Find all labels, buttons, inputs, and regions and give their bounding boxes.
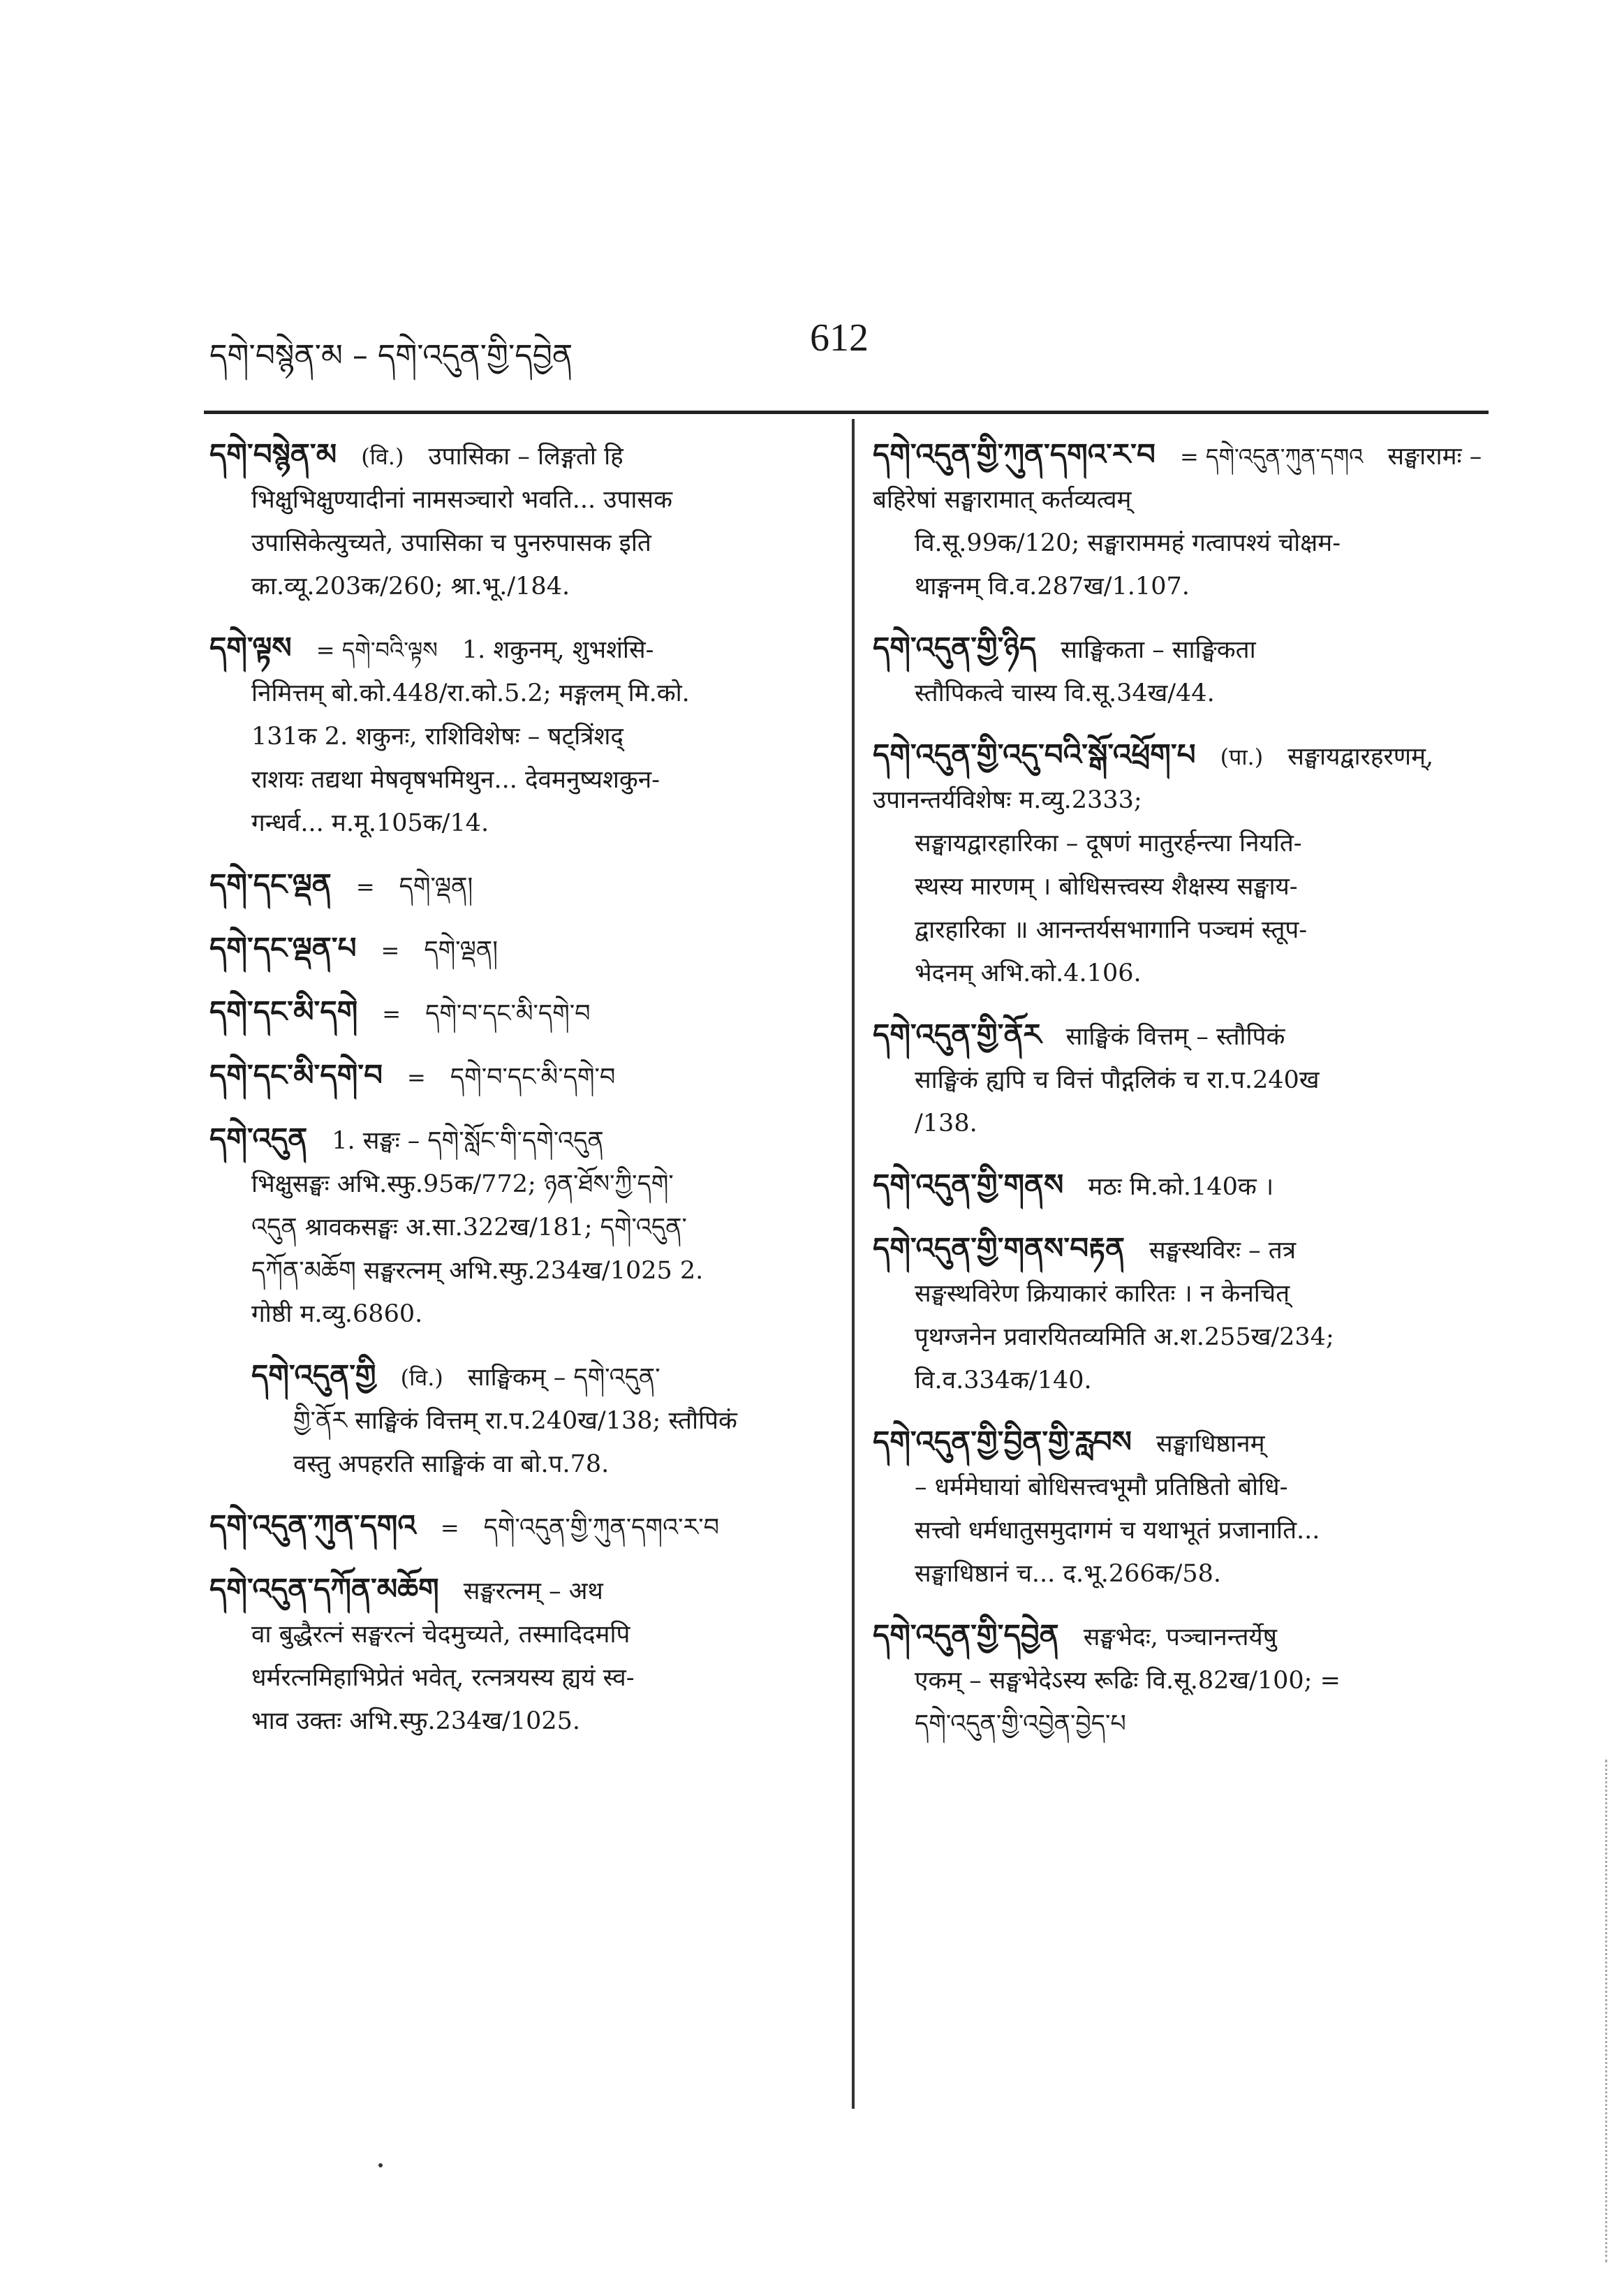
running-head: དགེ་བསྙེན་མ – དགེ་འདུན་གྱི་དབྱེན (209, 338, 573, 374)
headword: དགེ་འདུན་གྱི་ཀུན་དགའ་ར་བ (873, 437, 1156, 471)
entry-text: सङ्घायद्वारहरणम्, उपानन्तर्यविशेषः म.व्यु.2333; (873, 743, 1434, 814)
entry-text: དགེ་བ་དང་མི་དགེ་བ (425, 1000, 591, 1028)
right-column (873, 433, 1487, 1764)
entry-text: सङ्घरत्नम् – अथ (463, 1577, 603, 1605)
scan-speck (378, 2163, 383, 2167)
header-rule (204, 411, 1489, 414)
headword: དགེ་དང་ལྡན (209, 867, 332, 901)
entry-text: भिक्षुभिक्षुण्यादीनां नामसञ्चारो भवति... उपासक (251, 486, 672, 514)
entry-text: सङ्घारामः – बहिरेषां सङ्घारामात् कर्तव्यत्वम् (873, 443, 1482, 514)
entry-first-line (873, 433, 1487, 522)
column-divider (852, 419, 855, 2109)
dictionary-entry (873, 1614, 1487, 1746)
entry-text: सङ्घस्थविरः – तत्र (1149, 1237, 1297, 1265)
entry-text: सङ्घभेदः, पञ्चानन्तर्येषु (1083, 1623, 1277, 1651)
headword: དགེ་འདུན་གྱི་དབྱེན (873, 1618, 1059, 1652)
entry-text: /138. (915, 1110, 977, 1137)
entry-text: मठः मि.को.140क । (1088, 1173, 1274, 1201)
entry-text: द्वारहारिका ॥ आनन्तर्यसभागानि पञ्चमं स्तूप- (915, 916, 1308, 944)
entry-text: सङ्घाधिष्ठानं च... द.भू.266क/58. (915, 1560, 1222, 1588)
entry-text: 1. शकुनम्, शुभशंसि- (462, 636, 654, 664)
entry-text: भेदनम् अभि.को.4.106. (915, 959, 1142, 987)
entry-text: उपासिकेत्युच्यते, उपासिका च पुनरुपासक इति (251, 529, 651, 557)
headword: དགེ་ལྟས (209, 631, 292, 665)
dictionary-entry (209, 433, 824, 608)
entry-first-line (251, 1354, 824, 1399)
left-column (209, 433, 824, 1761)
headword: དགེ་འདུན (209, 1121, 308, 1156)
headword: དགེ་འདུན་གྱི་གནས (873, 1167, 1064, 1202)
entry-first-line (209, 1117, 824, 1163)
entry-text: 1. सङ्घः – དགེ་སློང་གི་དགེ་འདུན (332, 1127, 604, 1155)
grammar-note: = (381, 937, 400, 964)
headword: དགེ་འདུན་གྱི་བྱིན་གྱི་རླབས (873, 1424, 1132, 1459)
entry-text: पृथग्जनेन प्रवारयितव्यमिति अ.श.255ख/234; (915, 1323, 1334, 1351)
dictionary-entry (873, 1163, 1487, 1209)
grammar-note: = (382, 1001, 401, 1027)
page-number: 612 (810, 316, 869, 360)
entry-text: དགེ་ལྡན། (424, 936, 498, 964)
entry-text: सत्त्वो धर्मधातुसमुदागमं च यथाभूतं प्रजानाति... (915, 1517, 1320, 1545)
dictionary-entry (873, 1420, 1487, 1596)
entry-text: थाङ्गनम् वि.व.287ख/1.107. (915, 573, 1190, 601)
entry-text: वि.व.334क/140. (915, 1367, 1092, 1394)
dictionary-entry (209, 863, 824, 908)
entry-text: राशयः तद्यथा मेषवृषभमिथुन... देवमनुष्यशकुन- (251, 766, 660, 794)
grammar-note: = (355, 874, 375, 900)
dictionary-entry (873, 433, 1487, 608)
dictionary-entry (209, 1568, 824, 1743)
entry-text: सङ्घस्थविरेण क्रियाकारं कारितः । न केनचित् (915, 1280, 1290, 1308)
headword: དགེ་འདུན་ཀུན་དགའ (209, 1508, 416, 1542)
dictionary-entry (209, 990, 824, 1036)
headword: དགེ་དང་ལྡན་པ (209, 931, 357, 965)
entry-first-line (209, 433, 824, 478)
entry-text: 131क 2. शकुनः, राशिविशेषः – षट्त्रिंशद् (251, 723, 624, 751)
entry-text: एकम् – सङ्घभेदेऽस्य रूढिः वि.सू.82ख/100; = (915, 1667, 1341, 1695)
headword: དགེ་འདུན་གྱི (251, 1358, 376, 1392)
entry-text: उपासिका – लिङ्गतो हि (428, 443, 623, 471)
entry-first-line (873, 1227, 1487, 1272)
entry-text: साङ्घिकं ह्यपि च वित्तं पौद्गलिकं च रा.प.240ख (915, 1066, 1320, 1094)
entry-text: དགེ་འདུན་གྱི་ཀུན་དགའ་ར་བ (483, 1514, 720, 1542)
entry-first-line (209, 1504, 824, 1549)
margin-dots (1605, 1760, 1610, 2262)
grammar-note: = དགེ་བའི་ལྟས (316, 637, 438, 663)
headword: དགེ་དང་མི་དགེ་བ (209, 1058, 383, 1092)
dictionary-entry (209, 1354, 824, 1486)
entry-text: དགེ་འདུན་གྱི་འབྱེན་བྱེད་པ (915, 1710, 1126, 1738)
dictionary-entry (873, 1013, 1487, 1145)
entry-text: भिक्षुसङ्घः अभि.स्फु.95क/772; ཉན་ཐོས་ཀྱི་དགེ་ (251, 1170, 674, 1198)
entry-text: वि.सू.99क/120; सङ्घाराममहं गत्वापश्यं चोक्षम- (915, 529, 1341, 557)
entry-first-line (209, 1054, 824, 1099)
grammar-note: (वि.) (400, 1364, 443, 1391)
grammar-note: (वि.) (361, 443, 404, 470)
entry-first-line (873, 1163, 1487, 1209)
headword: དགེ་འདུན་གྱི་གནས་བརྟན (873, 1231, 1125, 1265)
dictionary-entry (209, 927, 824, 972)
entry-text: सङ्घाधिष्ठानम् (1156, 1430, 1265, 1458)
entry-text: सङ्घायद्वारहारिका – दूषणं मातुरर्हन्त्या नियति- (915, 830, 1302, 857)
headword: དགེ་འདུན་གྱི་ཉིད (873, 631, 1037, 665)
entry-first-line (873, 1614, 1487, 1659)
entry-text: གྱི་ནོར साङ्घिकं वित्तम् रा.प.240ख/138; स्तौपिकं (293, 1407, 737, 1435)
grammar-note: (पा.) (1220, 744, 1264, 770)
entry-first-line (873, 733, 1487, 822)
entry-first-line (873, 1013, 1487, 1059)
entry-text: साङ्घिकम् – དགེ་འདུན་ (467, 1364, 660, 1392)
page-header (209, 316, 1480, 378)
entry-text: का.व्यू.203क/260; श्रा.भू./184. (251, 573, 570, 601)
entry-text: भाव उक्तः अभि.स्फु.234ख/1025. (251, 1707, 581, 1735)
entry-text: गोष्ठी म.व्यु.6860. (251, 1300, 423, 1328)
entry-first-line (209, 927, 824, 972)
entry-text: धर्मरत्नमिहाभिप्रेतं भवेत्, रत्नत्रयस्य ह्ययं स्व- (251, 1664, 635, 1692)
headword: དགེ་དང་མི་དགེ (209, 994, 358, 1029)
headword: དགེ་འདུན་གྱི་ནོར (873, 1017, 1042, 1052)
dictionary-entry (209, 1054, 824, 1099)
entry-text: वस्तु अपहरति साङ्घिकं वा बो.प.78. (293, 1450, 610, 1478)
grammar-note: = དགེ་འདུན་ཀུན་དགའ (1179, 443, 1364, 470)
entry-text: དགེ་ལྡན། (399, 873, 473, 901)
headword: དགེ་འདུན་གྱི་འདུ་བའི་སྒོ་འཕྲོག་པ (873, 737, 1196, 772)
grammar-note: = (407, 1064, 426, 1091)
entry-text: स्तौपिकत्वे चास्य वि.सू.34ख/44. (915, 679, 1215, 707)
entry-text: དགེ་བ་དང་མི་དགེ་བ (450, 1063, 616, 1091)
entry-text: वा बुद्धैरत्नं सङ्घरत्नं चेदमुच्यते, तस्मादिदमपि (251, 1621, 630, 1649)
entry-first-line (209, 1568, 824, 1613)
entry-text: འདུན श्रावकसङ्घः अ.सा.322ख/181; དགེ་འདུན་ (251, 1214, 687, 1242)
entry-text: साङ्घिकता – साङ्घिकता (1061, 636, 1256, 664)
dictionary-entry (873, 733, 1487, 995)
entry-text: स्थस्य मारणम् । बोधिसत्त्वस्य शैक्षस्य सङ्घाय- (915, 873, 1298, 901)
entry-text: साङ्घिकं वित्तम् – स्तौपिकं (1065, 1023, 1285, 1051)
entry-first-line (873, 626, 1487, 672)
entry-text: དཀོན་མཆོག सङ्घरत्नम् अभि.स्फु.234ख/1025 2. (251, 1257, 704, 1285)
headword: དགེ་འདུན་དཀོན་མཆོག (209, 1572, 439, 1606)
entry-first-line (873, 1420, 1487, 1466)
headword: དགེ་བསྙེན་མ (209, 437, 337, 471)
dictionary-entry (209, 626, 824, 845)
entry-text: – धर्ममेघायां बोधिसत्त्वभूमौ प्रतिष्ठितो बोधि- (915, 1473, 1288, 1501)
grammar-note: = (440, 1515, 459, 1541)
dictionary-entry (209, 1504, 824, 1549)
entry-text: गन्धर्व... म.मू.105क/14. (251, 809, 489, 837)
entry-first-line (209, 990, 824, 1036)
dictionary-entry (873, 626, 1487, 715)
entry-first-line (209, 863, 824, 908)
dictionary-entry (873, 1227, 1487, 1402)
entry-first-line (209, 626, 824, 672)
entry-text: निमित्तम् बो.को.448/रा.को.5.2; मङ्गलम् मि.को. (251, 679, 690, 707)
dictionary-entry (209, 1117, 824, 1336)
